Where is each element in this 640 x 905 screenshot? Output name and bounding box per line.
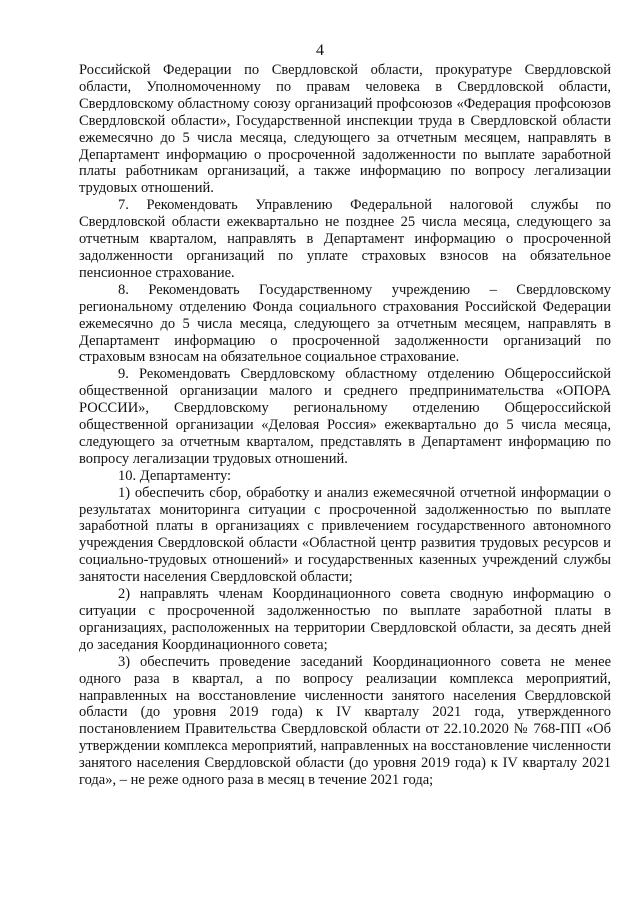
page-number: 4: [316, 42, 324, 59]
paragraph-item-7: 7. Рекомендовать Управлению Федеральной налоговой службы по Свердловской области ежеквартально не позднее 25 числа месяца, следующего за отчетным кварталом, направлять в Департамент информацию о просроченной задолженности организаций по уплате страховых взносов на обязательное пенсионное страхование.: [79, 197, 611, 281]
document-body: [79, 62, 611, 789]
subitem-3: 3) обеспечить проведение заседаний Координационного совета не менее одного раза в квартал, а по вопросу реализации комплекса мероприятий, направленных на восстановление численности занятого населения Свердловской области (до уровня 2019 года) к IV кварталу 2021 года, утвержденного постановлением Правительства Свердловской области от 22.10.2020 № 768-ПП «Об утверждении комплекса мероприятий, направленных на восстановление численности занятого населения Свердловской области (до уровня 2019 года) к IV кварталу 2021 года», – не реже одного раза в месяц в течение 2021 года;: [79, 653, 611, 789]
subitem-2: 2) направлять членам Координационного совета сводную информацию о ситуации с просроченной задолженностью по выплате заработной платы в организациях, расположенных на территории Свердловской области, за десять дней до заседания Координационного совета;: [79, 586, 611, 653]
subitem-1: 1) обеспечить сбор, обработку и анализ ежемесячной отчетной информации о результатах мониторинга ситуации с просроченной задолженностью по выплате заработной платы в организациях с привлечением государственного автономного учреждения Свердловской области «Областной центр развития трудовых ресурсов и социально-трудовых отношений» и государственных казенных учреждений службы занятости населения Свердловской области;: [79, 484, 611, 586]
paragraph-item-8: 8. Рекомендовать Государственному учреждению – Свердловскому региональному отделению Фонда социального страхования Российской Федерации ежемесячно до 5 числа месяца, следующего за отчетным месяцем, направлять в Департамент информацию о просроченной задолженности организаций по страховым взносам на обязательное социальное страхование.: [79, 281, 611, 366]
paragraph-item-9: 9. Рекомендовать Свердловскому областному отделению Общероссийской общественной организации малого и среднего предпринимательства «ОПОРА РОССИИ», Свердловскому региональному отделению Общероссийской общественной организации «Деловая Россия» ежеквартально до 5 числа месяца, следующего за отчетным кварталом, представлять в Департамент информацию по вопросу легализации трудовых отношений.: [79, 366, 611, 467]
paragraph-continuation: Российской Федерации по Свердловской области, прокуратуре Свердловской области, Уполномоченному по правам человека в Свердловской области, Свердловскому областному союзу организаций профсоюзов «Федерация профсоюзов Свердловской области», Государственной инспекции труда в Свердловской области ежемесячно до 5 числа месяца, следующего за отчетным месяцем, направлять в Департамент информацию о просроченной задолженности по выплате заработной платы работникам организаций, а также информацию по вопросу легализации трудовых отношений.: [79, 62, 611, 197]
paragraph-item-10: 10. Департаменту:: [118, 467, 232, 484]
